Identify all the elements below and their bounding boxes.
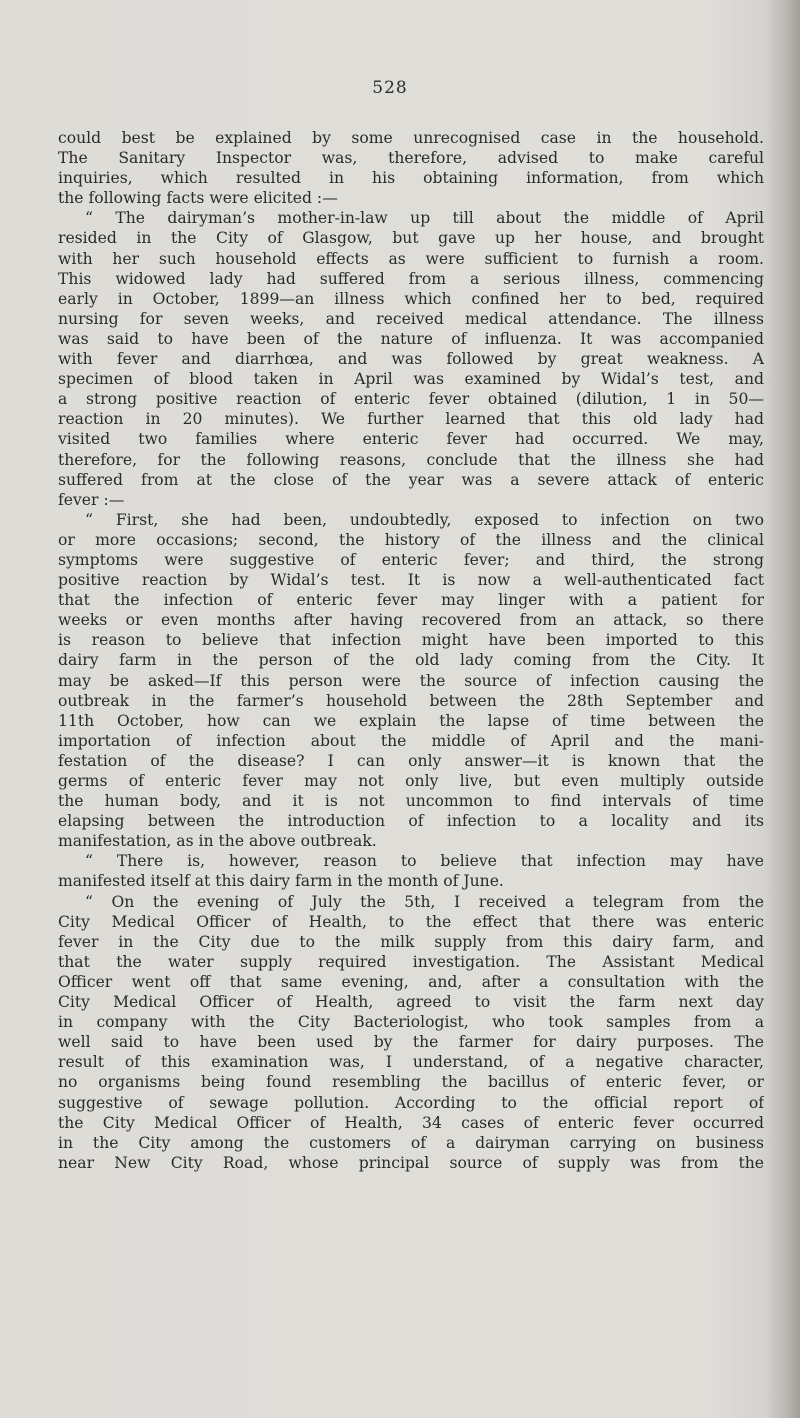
text-line: manifested itself at this dairy farm in the month of June. bbox=[58, 872, 504, 891]
page-edge-shadow bbox=[766, 0, 800, 1418]
text-line: a strong positive reaction of enteric fever obtained (dilution, 1 in 50— bbox=[58, 390, 764, 409]
text-line: outbreak in the farmer’s household between the 28th September and bbox=[58, 691, 764, 710]
text-line: reaction in 20 minutes). We further learned that this old lady had bbox=[58, 410, 764, 429]
text-line: that the infection of enteric fever may linger with a patient for bbox=[58, 591, 764, 610]
text-line: suggestive of sewage pollution. According to the official report of bbox=[58, 1093, 764, 1112]
text-line: manifestation, as in the above outbreak. bbox=[58, 832, 377, 851]
text-line: early in October, 1899—an illness which confined her to bed, required bbox=[58, 289, 764, 308]
text-line: could best be explained by some unrecognised case in the household. bbox=[58, 129, 764, 147]
text-line: in company with the City Bacteriologist, who took samples from a bbox=[58, 1013, 764, 1032]
text-line: inquiries, which resulted in his obtaining information, from which bbox=[58, 169, 764, 188]
text-line: This widowed lady had suffered from a serious illness, commencing bbox=[58, 269, 764, 288]
text-line: dairy farm in the person of the old lady coming from the City. It bbox=[58, 651, 764, 670]
text-line: City Medical Officer of Health, to the effect that there was enteric bbox=[58, 912, 764, 931]
text-line: is reason to believe that infection might have been imported to this bbox=[58, 631, 764, 650]
text-line: in the City among the customers of a dairyman carrying on business bbox=[58, 1133, 764, 1152]
text-line: 11th October, how can we explain the lapse of time between the bbox=[58, 711, 764, 730]
text-line: festation of the disease? I can only answer—it is known that the bbox=[58, 751, 764, 770]
text-line: therefore, for the following reasons, conclude that the illness she had bbox=[58, 450, 764, 469]
text-line: well said to have been used by the farmer for dairy purposes. The bbox=[58, 1033, 764, 1052]
text-line: near New City Road, whose principal source of supply was from the bbox=[58, 1153, 764, 1172]
text-line: may be asked—If this person were the source of infection causing the bbox=[58, 671, 764, 690]
text-line: the human body, and it is not uncommon to find intervals of time bbox=[58, 792, 764, 811]
text-line: Officer went off that same evening, and, after a consultation with the bbox=[58, 972, 764, 991]
text-line: “ The dairyman’s mother-in-law up till about the middle of April bbox=[85, 209, 764, 228]
text-line: resided in the City of Glasgow, but gave up her house, and brought bbox=[58, 229, 764, 248]
text-line: “ On the evening of July the 5th, I received a telegram from the bbox=[85, 892, 764, 911]
text-line: with her such household effects as were sufficient to furnish a room. bbox=[58, 249, 764, 268]
text-line: importation of infection about the middle of April and the mani- bbox=[58, 731, 764, 750]
page-number: 528 bbox=[372, 78, 408, 98]
text-line: The Sanitary Inspector was, therefore, advised to make careful bbox=[58, 149, 764, 168]
text-line: positive reaction by Widal’s test. It is now a well-authenticated fact bbox=[58, 571, 764, 590]
text-line: fever in the City due to the milk supply from this dairy farm, and bbox=[58, 932, 764, 951]
text-line: City Medical Officer of Health, agreed to visit the farm next day bbox=[58, 993, 764, 1012]
text-line: germs of enteric fever may not only live, but even multiply outside bbox=[58, 772, 764, 790]
text-line: elapsing between the introduction of infection to a locality and its bbox=[58, 812, 764, 831]
text-line: visited two families where enteric fever had occurred. We may, bbox=[58, 430, 764, 449]
text-line: weeks or even months after having recovered from an attack, so there bbox=[58, 611, 764, 630]
text-line: that the water supply required investigation. The Assistant Medical bbox=[58, 952, 764, 971]
text-line: was said to have been of the nature of influenza. It was accompanied bbox=[58, 329, 764, 348]
text-line: symptoms were suggestive of enteric fever; and third, the strong bbox=[58, 550, 764, 569]
text-line: specimen of blood taken in April was examined by Widal’s test, and bbox=[58, 370, 764, 389]
text-line: “ First, she had been, undoubtedly, exposed to infection on two bbox=[85, 510, 764, 529]
text-line: the City Medical Officer of Health, 34 cases of enteric fever occurred bbox=[58, 1113, 764, 1132]
text-line: suffered from at the close of the year was a severe attack of enteric bbox=[58, 470, 764, 489]
text-line: or more occasions; second, the history of the illness and the clinical bbox=[58, 530, 764, 549]
text-line: “ There is, however, reason to believe that infection may have bbox=[85, 852, 764, 871]
text-line: nursing for seven weeks, and received medical attendance. The illness bbox=[58, 309, 764, 328]
text-line: fever :— bbox=[58, 490, 125, 509]
text-line: result of this examination was, I understand, of a negative character, bbox=[58, 1053, 764, 1072]
text-line: no organisms being found resembling the bacillus of enteric fever, or bbox=[58, 1073, 764, 1092]
text-line: the following facts were elicited :— bbox=[58, 189, 338, 208]
text-line: with fever and diarrhœa, and was followed by great weakness. A bbox=[58, 350, 764, 369]
body-text bbox=[58, 128, 764, 1173]
